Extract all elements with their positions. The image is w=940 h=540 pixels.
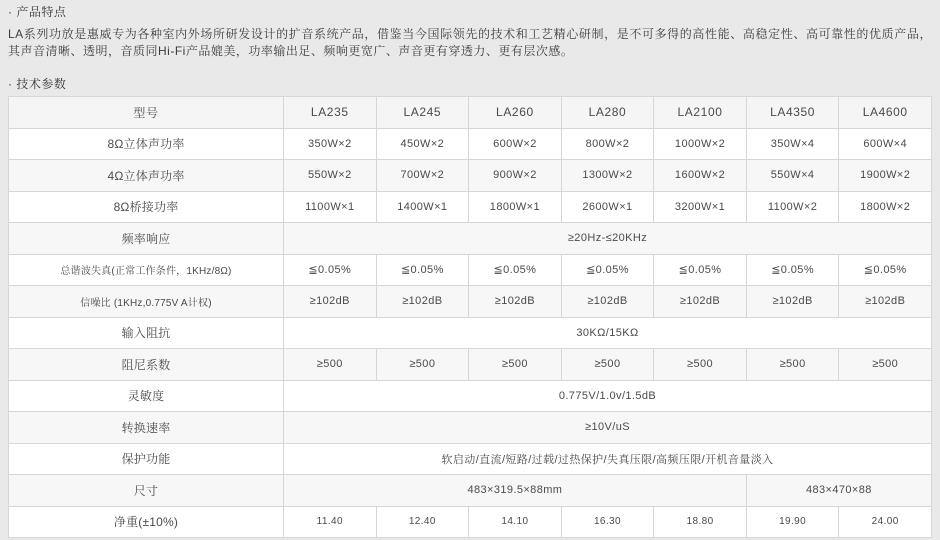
spec-value: 14.10 xyxy=(469,506,562,538)
spec-value: 900W×2 xyxy=(469,160,562,192)
spec-value: 600W×2 xyxy=(469,128,562,160)
spec-value: 600W×4 xyxy=(839,128,932,160)
spec-row xyxy=(9,128,932,160)
spec-row xyxy=(9,254,932,286)
spec-value: ≥102dB xyxy=(561,286,654,318)
spec-value: ≥102dB xyxy=(746,286,839,318)
spec-row xyxy=(9,223,932,255)
spec-value: ≥102dB xyxy=(284,286,377,318)
model-header: LA2100 xyxy=(654,97,747,129)
spec-row-label: 阻尼系数 xyxy=(9,349,284,381)
spec-row-label: 保护功能 xyxy=(9,443,284,475)
spec-value: ≥500 xyxy=(561,349,654,381)
spec-value: 2600W×1 xyxy=(561,191,654,223)
spec-value: ≥102dB xyxy=(839,286,932,318)
spec-row-label: 8Ω立体声功率 xyxy=(9,128,284,160)
spec-value: 550W×4 xyxy=(746,160,839,192)
features-paragraph: LA系列功放是惠威专为各种室内外场所研发设计的扩音系统产品，借鉴当今国际领先的技术和工艺精心研制，是不可多得的高性能、高稳定性、高可靠性的优质产品，其声音清晰、透明，音质同Hi-Fi产品媲美，功率输出足、频响更宽广、声音更有穿透力、更有层次感。 xyxy=(8,27,932,58)
spec-value: ≦0.05% xyxy=(376,254,469,286)
model-header: LA4600 xyxy=(839,97,932,129)
spec-value: 18.80 xyxy=(654,506,747,538)
spec-value: 1000W×2 xyxy=(654,128,747,160)
spec-value: 483×319.5×88mm xyxy=(284,475,747,507)
spec-value: 1800W×1 xyxy=(469,191,562,223)
spec-row-label: 输入阻抗 xyxy=(9,317,284,349)
spec-row-label: 灵敏度 xyxy=(9,380,284,412)
spec-value: 550W×2 xyxy=(284,160,377,192)
spec-value: ≥500 xyxy=(284,349,377,381)
spec-value: ≥102dB xyxy=(376,286,469,318)
spec-row-label: 频率响应 xyxy=(9,223,284,255)
spec-value: 16.30 xyxy=(561,506,654,538)
spec-row-label: 信噪比 (1KHz,0.775V A计权) xyxy=(9,286,284,318)
spec-value: 1900W×2 xyxy=(839,160,932,192)
spec-value: 483×470×88 xyxy=(746,475,931,507)
spec-value: 3200W×1 xyxy=(654,191,747,223)
spec-value: ≥500 xyxy=(376,349,469,381)
spec-value: 1100W×1 xyxy=(284,191,377,223)
features-heading: · 产品特点 xyxy=(8,5,67,19)
model-header: LA280 xyxy=(561,97,654,129)
spec-row-label: 转换速率 xyxy=(9,412,284,444)
model-header: LA260 xyxy=(469,97,562,129)
spec-value: 350W×2 xyxy=(284,128,377,160)
spec-value: ≥102dB xyxy=(654,286,747,318)
model-column-label: 型号 xyxy=(9,97,284,129)
spec-row xyxy=(9,349,932,381)
model-header: LA4350 xyxy=(746,97,839,129)
spec-value: 软启动/直流/短路/过载/过热保护/失真压限/高频压限/开机音量淡入 xyxy=(284,443,932,475)
spec-value: ≥500 xyxy=(654,349,747,381)
spec-value: 700W×2 xyxy=(376,160,469,192)
spec-value: 30KΩ/15KΩ xyxy=(284,317,932,349)
header-row xyxy=(9,97,932,129)
spec-row-label: 净重(±10%) xyxy=(9,506,284,538)
spec-value: 1800W×2 xyxy=(839,191,932,223)
spec-value: ≥500 xyxy=(469,349,562,381)
spec-value: ≥500 xyxy=(839,349,932,381)
spec-row xyxy=(9,506,932,538)
spec-table xyxy=(8,96,932,538)
spec-value: 800W×2 xyxy=(561,128,654,160)
spec-value: 350W×4 xyxy=(746,128,839,160)
spec-value: ≥500 xyxy=(746,349,839,381)
spec-row xyxy=(9,160,932,192)
spec-value: ≦0.05% xyxy=(746,254,839,286)
spec-value: 1600W×2 xyxy=(654,160,747,192)
specs-heading: · 技术参数 xyxy=(8,77,67,91)
spec-value: ≥10V/uS xyxy=(284,412,932,444)
spec-row xyxy=(9,475,932,507)
spec-row xyxy=(9,443,932,475)
model-header: LA235 xyxy=(284,97,377,129)
spec-value: ≦0.05% xyxy=(839,254,932,286)
spec-row-label: 8Ω桥接功率 xyxy=(9,191,284,223)
spec-value: 19.90 xyxy=(746,506,839,538)
spec-value: ≦0.05% xyxy=(469,254,562,286)
spec-row-label: 总谐波失真(正常工作条件，1KHz/8Ω) xyxy=(9,254,284,286)
spec-row-label: 4Ω立体声功率 xyxy=(9,160,284,192)
spec-value: ≦0.05% xyxy=(284,254,377,286)
spec-row xyxy=(9,317,932,349)
spec-row xyxy=(9,412,932,444)
model-header: LA245 xyxy=(376,97,469,129)
spec-table-body xyxy=(9,128,932,538)
spec-table-header xyxy=(9,97,932,129)
spec-row-label: 尺寸 xyxy=(9,475,284,507)
spec-value: 0.775V/1.0v/1.5dB xyxy=(284,380,932,412)
spec-row xyxy=(9,191,932,223)
spec-row xyxy=(9,380,932,412)
spec-row xyxy=(9,286,932,318)
spec-value: 1300W×2 xyxy=(561,160,654,192)
spec-value: ≥20Hz-≤20KHz xyxy=(284,223,932,255)
spec-value: 24.00 xyxy=(839,506,932,538)
spec-value: 1100W×2 xyxy=(746,191,839,223)
spec-value: 1400W×1 xyxy=(376,191,469,223)
spec-value: ≥102dB xyxy=(469,286,562,318)
spec-value: 12.40 xyxy=(376,506,469,538)
spec-value: 11.40 xyxy=(284,506,377,538)
spec-value: 450W×2 xyxy=(376,128,469,160)
spec-value: ≦0.05% xyxy=(654,254,747,286)
spec-value: ≦0.05% xyxy=(561,254,654,286)
